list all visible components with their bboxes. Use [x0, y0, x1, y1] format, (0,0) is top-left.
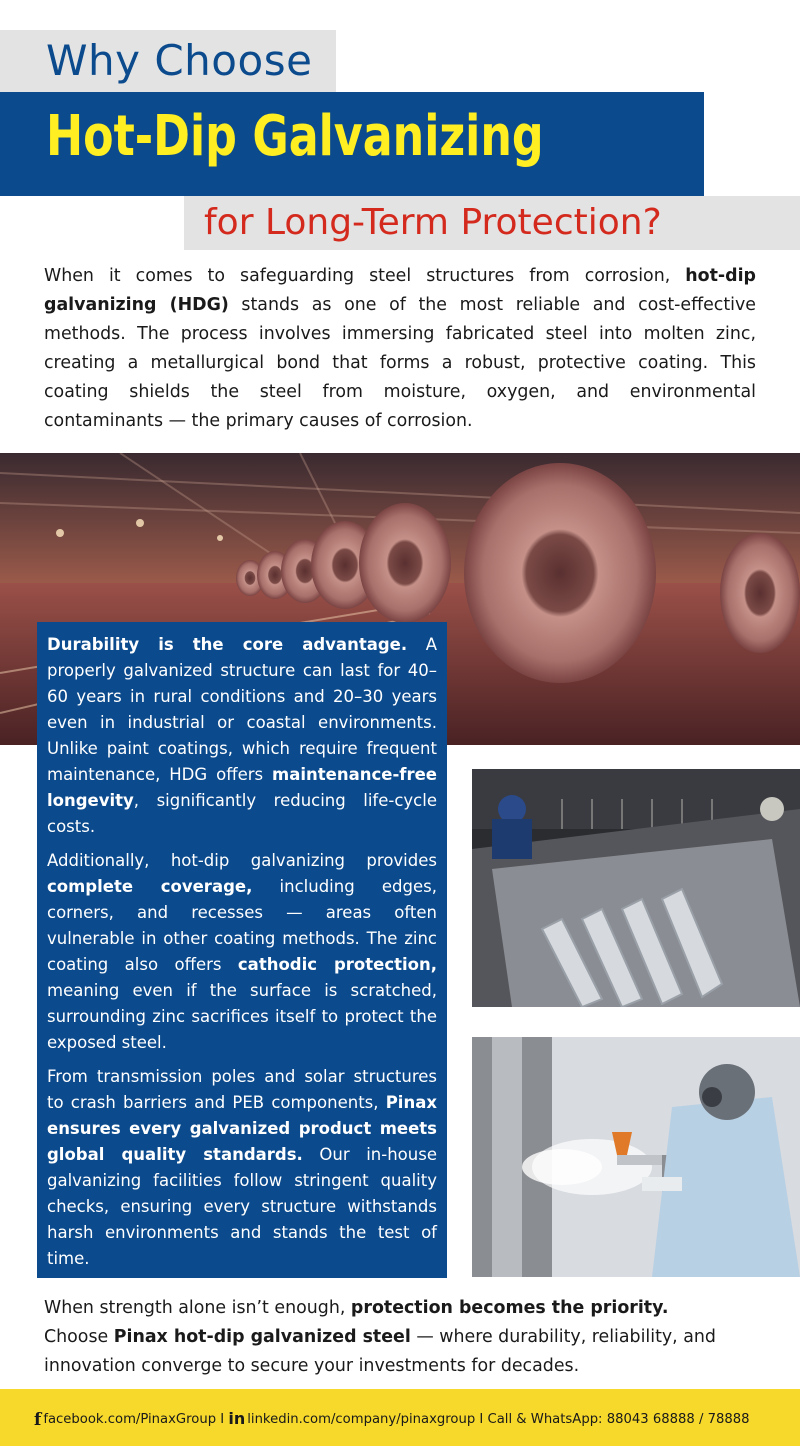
closing-paragraph [44, 1294, 764, 1381]
coverage-text-2: including edges, corners, and recesses — areas often vulnerable in other coating methods. The zinc coating also offers [47, 877, 437, 974]
spray-coating-illustration [472, 1037, 800, 1277]
closing-text-1: When strength alone isn’t enough, [44, 1298, 351, 1318]
galvanizing-line-illustration [472, 769, 800, 1007]
linkedin-link[interactable]: linkedin.com/company/pinaxgroup [247, 1412, 476, 1427]
title-line-1: Why Choose [46, 36, 313, 85]
closing-text-3: — where durability, reliability, and innovation converge to secure your investments for decades. [44, 1327, 716, 1376]
closing-bold-priority: protection becomes the priority. [350, 1298, 669, 1318]
intro-bold-hdg: hot-dip galvanizing (HDG) [44, 266, 756, 315]
intro-paragraph [44, 262, 756, 436]
pinax-text-2: Our in-house galvanizing facilities follow stringent quality checks, ensuring every structure withstands harsh environments and stands the test of time. [47, 1145, 437, 1268]
benefits-box [37, 622, 447, 1278]
intro-text-2: stands as one of the most reliable and cost-effective methods. The process involves immersing fabricated steel into molten zinc, creating a metallurgical bond that forms a robust, protective coating. This coating shields the steel from moisture, oxygen, and environmental contaminants — the primary causes of corrosion. [44, 295, 757, 431]
closing-text-2: Choose [44, 1327, 114, 1347]
maintenance-free-bold: maintenance-free longevity [47, 765, 437, 810]
galvanizing-line-photo [472, 769, 800, 1007]
benefits-paragraph-coverage [47, 848, 437, 1056]
benefits-paragraph-durability [47, 632, 437, 840]
complete-coverage-bold: complete coverage, [47, 877, 253, 896]
linkedin-icon: in [228, 1409, 246, 1428]
cathodic-protection-bold: cathodic protection, [237, 955, 437, 974]
closing-bold-pinax: Pinax hot-dip galvanized steel [113, 1327, 411, 1347]
durability-text-1: A properly galvanized structure can last for 40–60 years in rural conditions and 20–30 years even in industrial or coastal environments. Unlike paint coatings, which require frequent maintenance, HDG offers [47, 635, 437, 784]
facebook-icon: f [34, 1410, 42, 1430]
pinax-quality-bold: Pinax ensures every galvanized product meets global quality standards. [47, 1093, 437, 1164]
title-band-3 [184, 196, 800, 250]
title-line-2: Hot-Dip Galvanizing [46, 104, 544, 169]
pinax-text-1: From transmission poles and solar structures to crash barriers and PEB components, [47, 1067, 437, 1112]
title-band-1 [0, 30, 336, 92]
spray-coating-photo [472, 1037, 800, 1277]
intro-text-1: When it comes to safeguarding steel structures from corrosion, [44, 266, 686, 286]
footer-bar [0, 1389, 800, 1446]
coverage-text-1: Additionally, hot-dip galvanizing provides [47, 851, 437, 870]
contact-numbers: I Call & WhatsApp: 88043 68888 / 78888 [475, 1412, 750, 1427]
title-line-3: for Long-Term Protection? [204, 202, 662, 243]
facebook-link[interactable]: facebook.com/PinaxGroup [43, 1412, 217, 1427]
durability-heading: Durability is the core advantage. [47, 635, 408, 654]
footer-contacts [34, 1409, 750, 1430]
coverage-text-3: meaning even if the surface is scratched, surrounding zinc sacrifices itself to protect the exposed steel. [47, 981, 437, 1052]
title-band-2 [0, 92, 704, 196]
durability-text-2: , significantly reducing life-cycle costs. [47, 791, 437, 836]
footer-separator: I [216, 1412, 229, 1427]
benefits-paragraph-pinax [47, 1064, 437, 1272]
